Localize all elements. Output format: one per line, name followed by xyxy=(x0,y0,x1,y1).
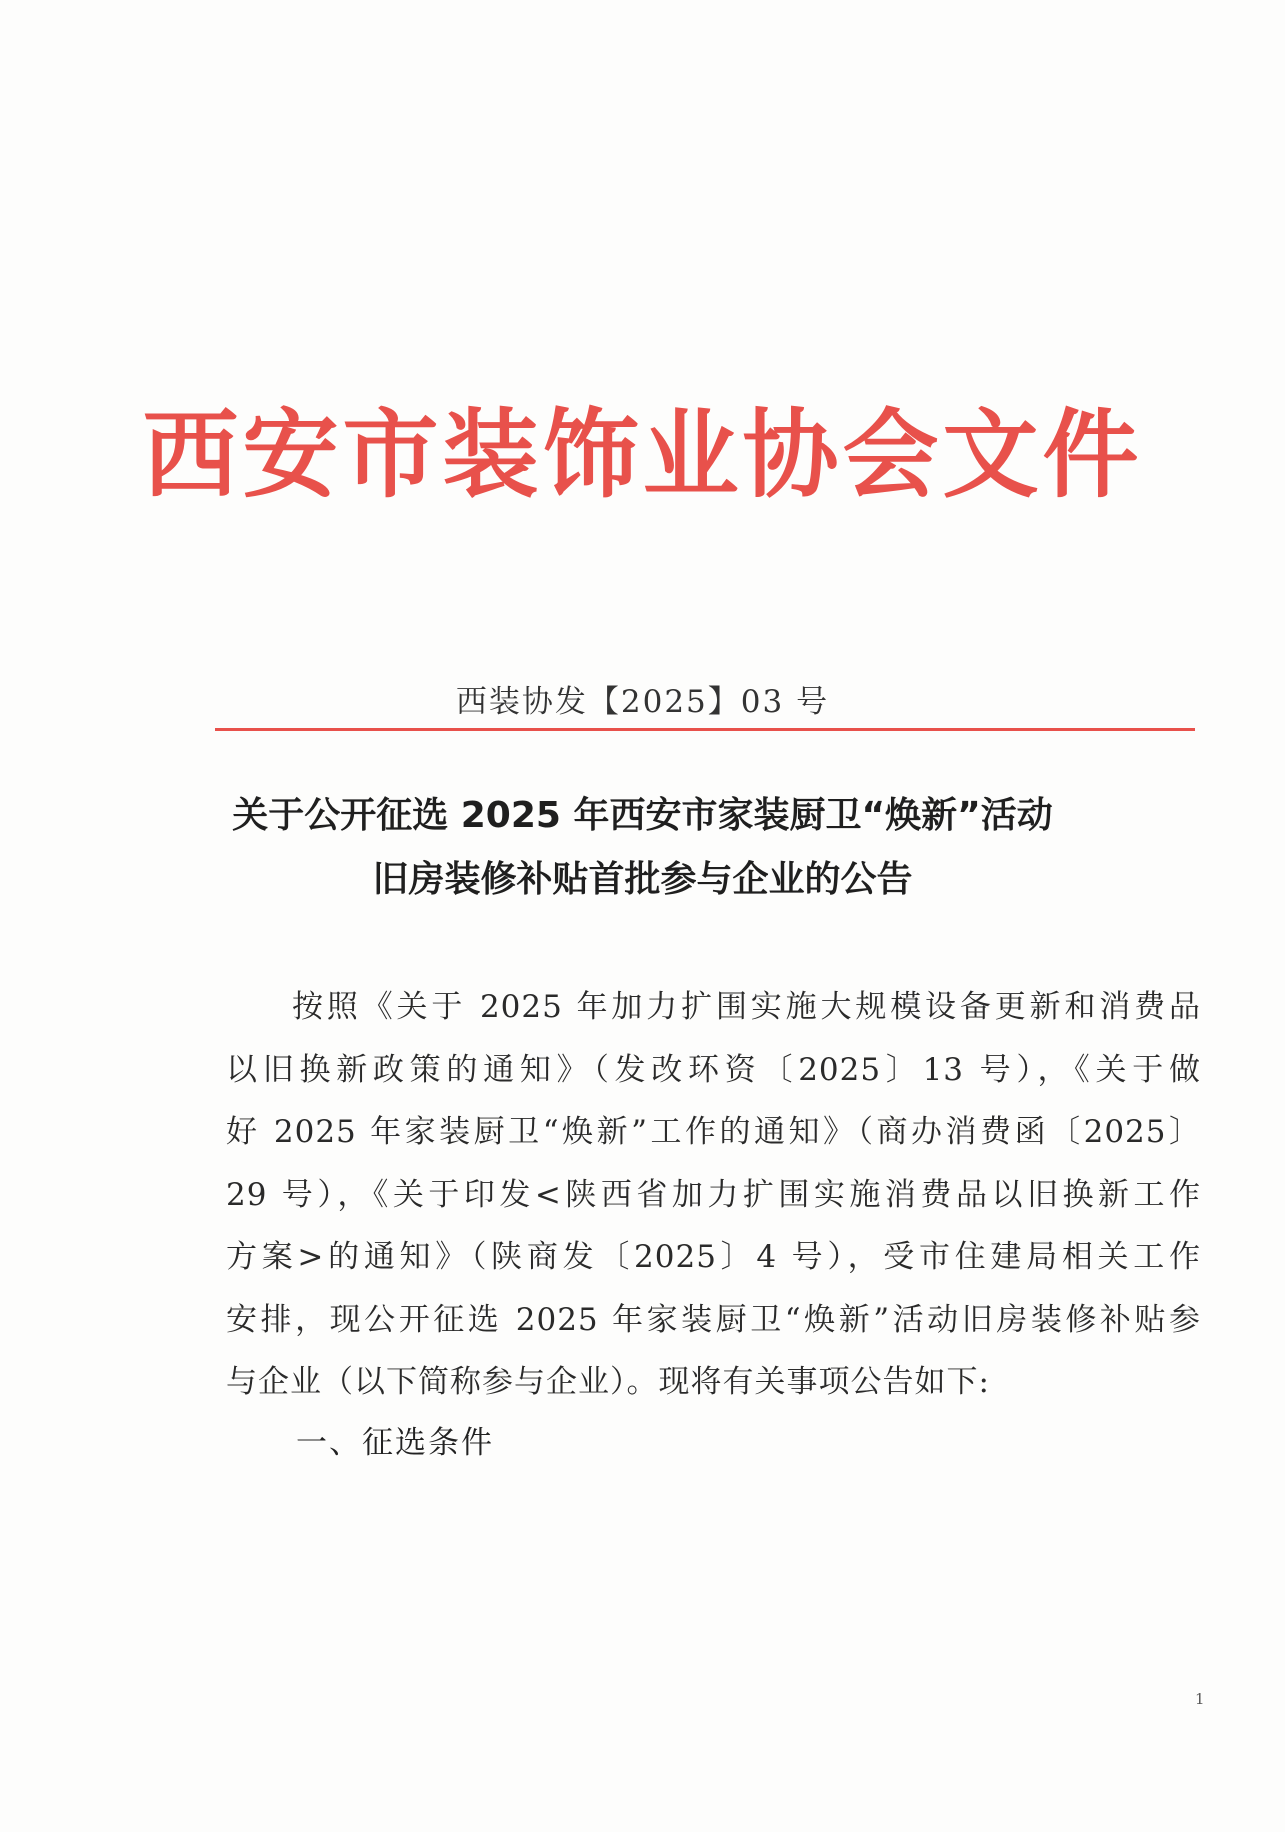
document-number: 西装协发【2025】03 号 xyxy=(455,684,830,720)
body-line: 按照《关于 2025 年加力扩围实施大规模设备更新和消费品 xyxy=(292,989,1201,1025)
body-paragraph xyxy=(226,976,1201,1414)
body-line: 好 2025 年家装厨卫“焕新”工作的通知》（商办消费函〔2025〕 xyxy=(226,1114,1201,1150)
title-line-1: 关于公开征选 2025 年西安市家装厨卫“焕新”活动 xyxy=(232,795,1053,836)
body-line: 以旧换新政策的通知》（发改环资〔2025〕13 号），《关于做 xyxy=(226,1051,1201,1088)
red-divider-line xyxy=(215,728,1195,731)
announcement-title xyxy=(0,784,1285,912)
section-heading: 一、征选条件 xyxy=(296,1425,494,1461)
body-line: 方案>的通知》（陕商发〔2025〕4 号），受市住建局相关工作 xyxy=(226,1239,1201,1275)
body-line: 安排，现公开征选 2025 年家装厨卫“焕新”活动旧房装修补贴参 xyxy=(226,1301,1201,1338)
body-line: 29 号），《关于印发<陕西省加力扩围实施消费品以旧换新工作 xyxy=(226,1176,1201,1213)
masthead-title: 西安市装饰业协会文件 xyxy=(142,399,1143,511)
body-line: 与企业（以下简称参与企业）。现将有关事项公告如下: xyxy=(226,1364,990,1400)
page-number: 1 xyxy=(1195,1690,1205,1708)
title-line-2: 旧房装修补贴首批参与企业的公告 xyxy=(372,859,913,900)
